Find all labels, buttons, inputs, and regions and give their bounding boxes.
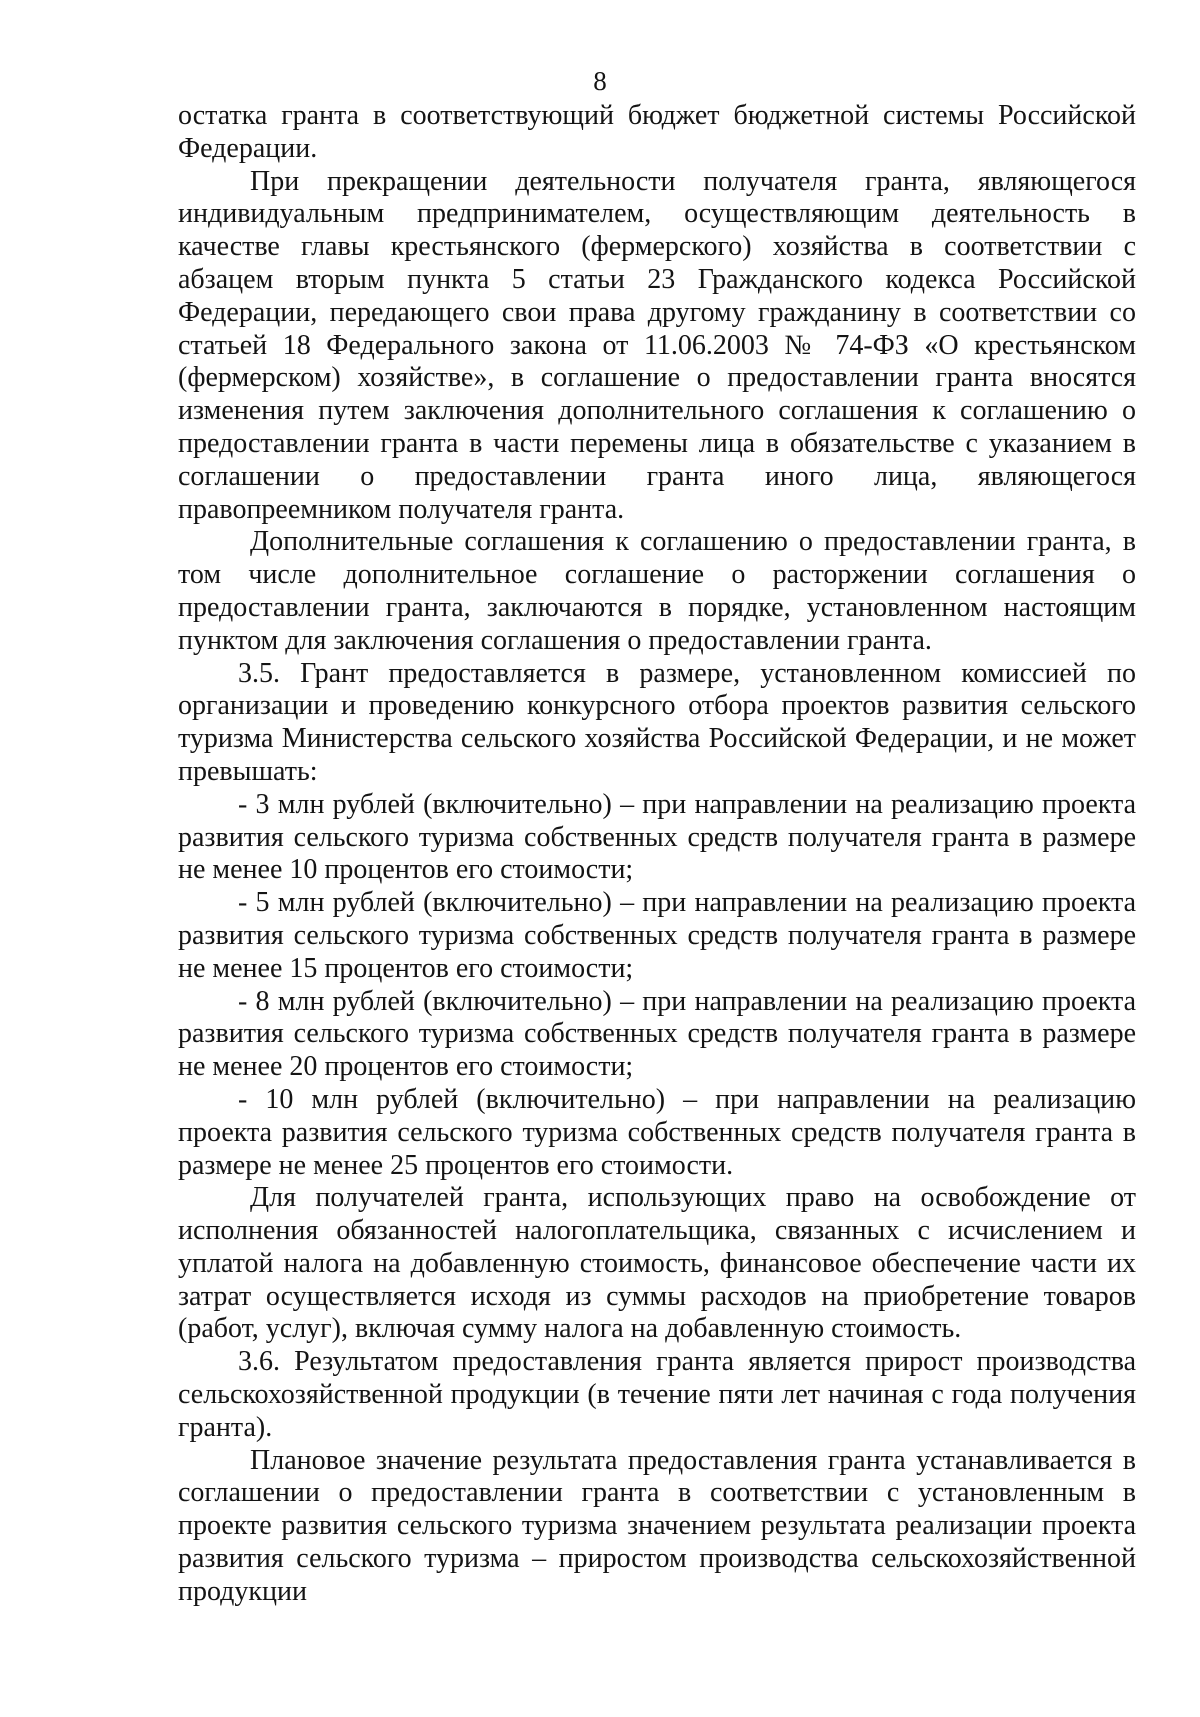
paragraph-grant-remainder: остатка гранта в соответствующий бюджет бюджетной системы Российской Федерации. [178, 100, 1136, 164]
list-item-5-million: - 5 млн рублей (включительно) – при направлении на реализацию проекта развития сельского туризма собственных средств получателя гранта в размере не менее 15 процентов его стоимости; [178, 887, 1136, 984]
paragraph-additional-agreements: Дополнительные соглашения к соглашению о предоставлении гранта, в том числе дополнительное соглашение о расторжении соглашения о предоставлении гранта, заключаются в порядке, установленном настоящим пунктом для заключения соглашения о предоставлении гранта. [178, 526, 1136, 656]
document-body [178, 100, 1136, 1609]
list-item-3-million: - 3 млн рублей (включительно) – при направлении на реализацию проекта развития сельского туризма собственных средств получателя гранта в размере не менее 10 процентов его стоимости; [178, 788, 1136, 886]
list-item-10-million: - 10 млн рублей (включительно) – при направлении на реализацию проекта развития сельского туризма собственных средств получателя гранта в размере не менее 25 процентов его стоимости. [178, 1083, 1136, 1181]
list-item-8-million: - 8 млн рублей (включительно) – при направлении на реализацию проекта развития сельского туризма собственных средств получателя гранта в размере не менее 20 процентов его стоимости; [178, 985, 1136, 1083]
paragraph-termination-of-activity: При прекращении деятельности получателя гранта, являющегося индивидуальным предпринимателем, осуществляющим деятельность в качестве главы крестьянского (фермерского) хозяйства в соответствии с абзацем вторым пункта 5 статьи 23 Гражданского кодекса Российской Федерации, передающего свои права другому гражданину в соответствии со статьей 18 Федерального закона от 11.06.2003 № 74-ФЗ «О крестьянском (фермерском) хозяйстве», в соглашение о предоставлении гранта вносятся изменения путем заключения дополнительного соглашения к соглашению о предоставлении гранта в части перемены лица в обязательстве с указанием в соглашении о предоставлении гранта иного лица, являющегося правопреемником получателя гранта. [178, 165, 1136, 525]
paragraph-3-5-grant-size: 3.5. Грант предоставляется в размере, установленном комиссией по организации и проведению конкурсного отбора проектов развития сельского туризма Министерства сельского хозяйства Российской Федерации, и не может превышать: [178, 657, 1136, 787]
paragraph-planned-result-value: Плановое значение результата предоставления гранта устанавливается в соглашении о предоставлении гранта в соответствии с установленным в проекте развития сельского туризма значением результата реализации проекта развития сельского туризма – приростом производства сельскохозяйственной продукции [178, 1444, 1136, 1607]
page-number: 8 [593, 66, 607, 96]
paragraph-vat-exemption: Для получателей гранта, использующих право на освобождение от исполнения обязанностей налогоплательщика, связанных с исчислением и уплатой налога на добавленную стоимость, финансовое обеспечение части их затрат осуществляется исходя из суммы расходов на приобретение товаров (работ, услуг), включая сумму налога на добавленную стоимость. [178, 1182, 1136, 1345]
paragraph-3-6-grant-result: 3.6. Результатом предоставления гранта является прирост производства сельскохозяйственной продукции (в течение пяти лет начиная с года получения гранта). [178, 1346, 1136, 1443]
